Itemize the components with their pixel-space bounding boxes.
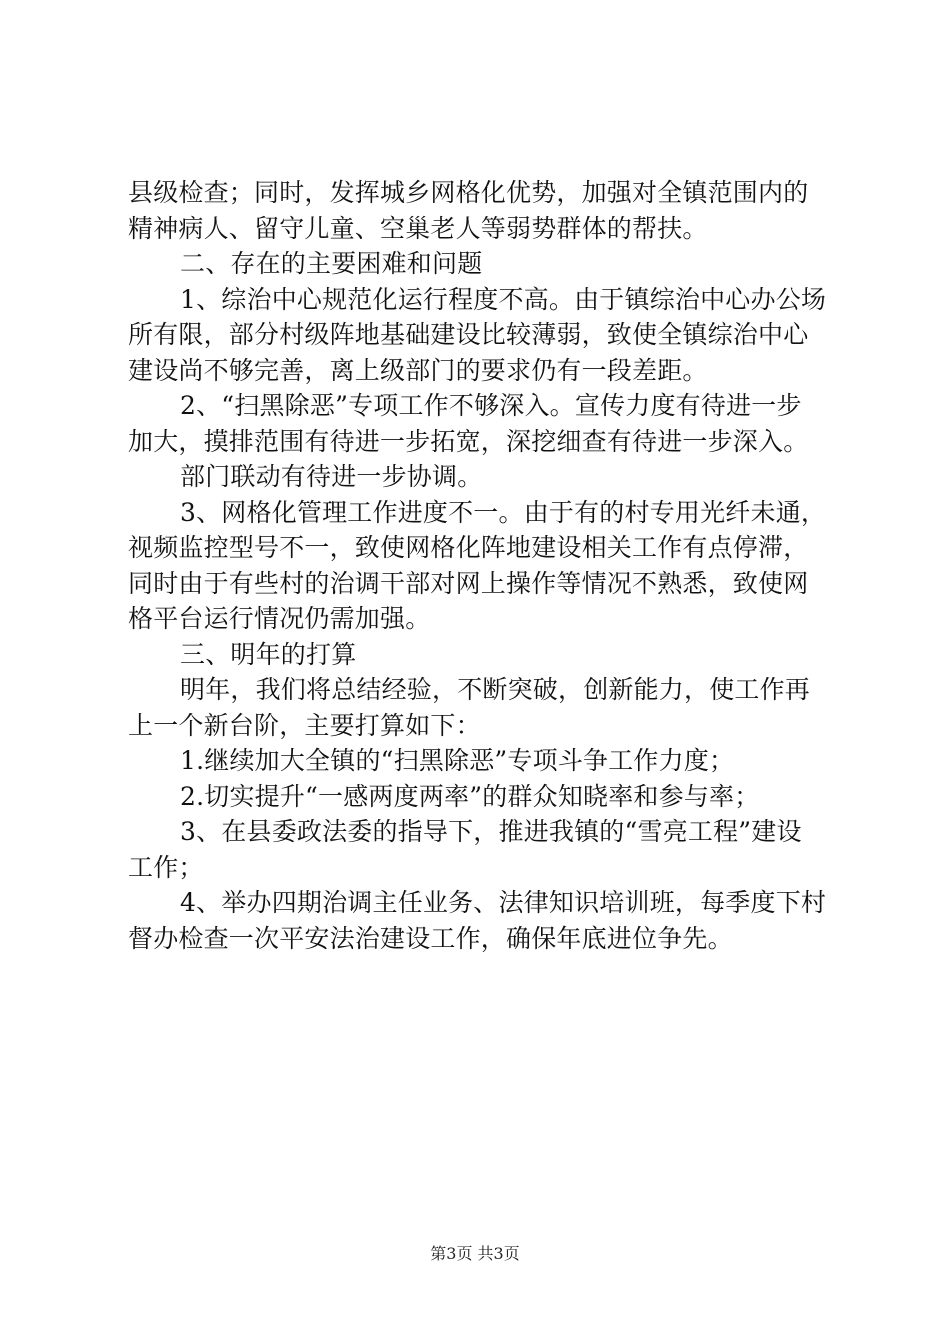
- text-line: 格平台运行情况仍需加强。: [128, 604, 431, 633]
- text-line: 督办检查一次平安法治建设工作，确保年底进位争先。: [128, 923, 733, 953]
- text-line: 视频监控型号不一，致使网格化阵地建设相关工作有点停滞，: [128, 533, 809, 562]
- list-item: 4、举办四期治调主任业务、法律知识培训班，每季度下村: [180, 888, 827, 917]
- text-line: 部门联动有待进一步协调。: [180, 462, 483, 491]
- text-line: 加大，摸排范围有待进一步拓宽，深挖细查有待进一步深入。: [128, 426, 809, 456]
- text-line: 所有限，部分村级阵地基础建设比较薄弱，致使全镇综治中心: [128, 320, 809, 349]
- page-number: 第3页 共3页: [430, 1244, 520, 1263]
- text-line: 1、综治中心规范化运行程度不高。由于镇综治中心办公场: [180, 284, 827, 314]
- text-line: 建设尚不够完善，离上级部门的要求仍有一段差距。: [128, 355, 708, 385]
- text-line: 上一个新台阶，主要打算如下：: [128, 710, 481, 740]
- document-body: [128, 175, 828, 956]
- section-heading: 三、明年的打算: [180, 639, 357, 669]
- list-item: 2.切实提升“一感两度两率”的群众知晓率和参与率；: [180, 781, 760, 811]
- section-heading: 二、存在的主要困难和问题: [180, 249, 483, 278]
- list-item: 3、在县委政法委的指导下，推进我镇的“雪亮工程”建设: [180, 817, 802, 846]
- text-line: 2、“扫黑除恶”专项工作不够深入。宣传力度有待进一步: [180, 391, 802, 420]
- text-line: 同时由于有些村的治调干部对网上操作等情况不熟悉，致使网: [128, 568, 809, 598]
- text-line: 精神病人、留守儿童、空巢老人等弱势群体的帮扶。: [128, 213, 708, 243]
- text-line: 工作；: [128, 852, 204, 882]
- text-line: 明年，我们将总结经验，不断突破，创新能力，使工作再: [180, 675, 811, 704]
- text-line: 3、网格化管理工作进度不一。由于有的村专用光纤未通，: [180, 497, 827, 527]
- text-line: 县级检查；同时，发挥城乡网格化优势，加强对全镇范围内的: [128, 178, 809, 207]
- list-item: 1.继续加大全镇的“扫黑除恶”专项斗争工作力度；: [180, 746, 735, 775]
